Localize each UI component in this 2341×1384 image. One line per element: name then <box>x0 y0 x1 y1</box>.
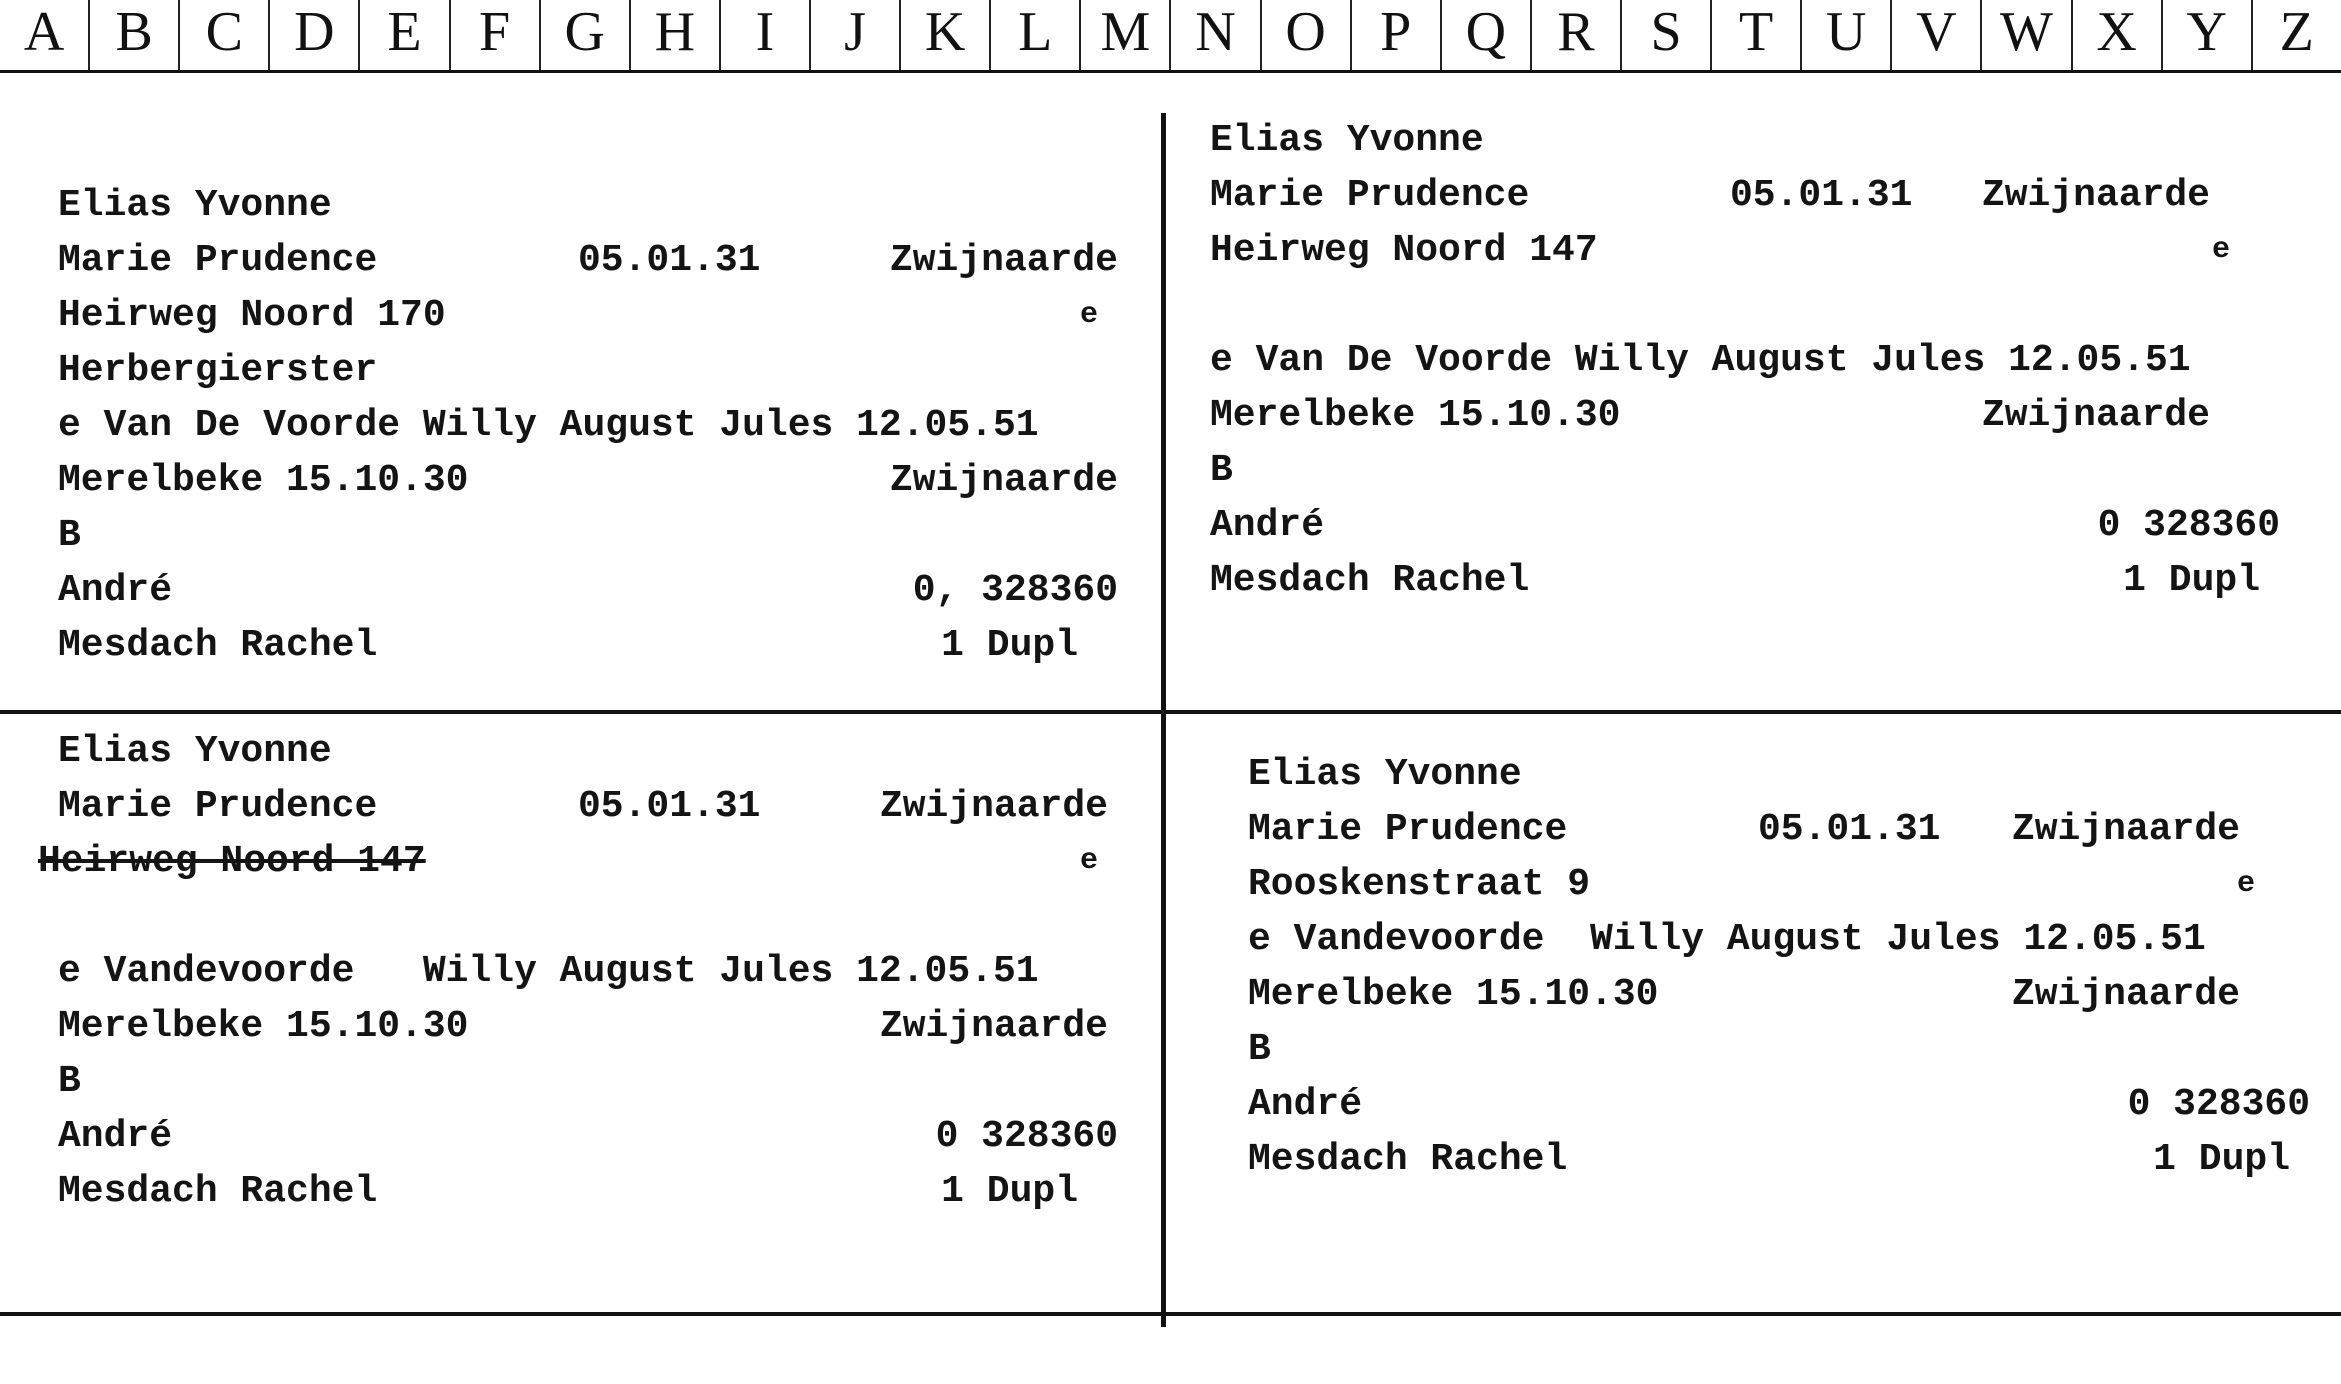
card-spouse-line: e Van De Voorde Willy August Jules 12.05.51 <box>58 404 1039 447</box>
card-marriage-place: Zwijnaarde <box>2011 973 2240 1016</box>
card-name: Elias Yvonne <box>1248 753 1522 796</box>
alphabet-letter-l: L <box>991 0 1081 70</box>
alphabet-letter-e: E <box>360 0 450 70</box>
alphabet-letter-c: C <box>180 0 270 70</box>
card-e-mark: e <box>2211 233 2230 267</box>
card-birth-place: Zwijnaarde <box>889 239 1118 282</box>
card-name: Elias Yvonne <box>58 730 332 773</box>
card-divider-horizontal-middle <box>0 710 2341 714</box>
card-name: Elias Yvonne <box>1210 119 1484 162</box>
card-address: Heirweg Noord 147 <box>1210 229 1598 272</box>
card-e-mark: e <box>1079 298 1098 332</box>
alphabet-letter-f: F <box>451 0 541 70</box>
record-card-top-right <box>1210 113 2280 608</box>
card-dupl: 1 Dupl <box>2123 559 2260 602</box>
alphabet-letter-w: W <box>1982 0 2072 70</box>
card-middle-names: Marie Prudence <box>1210 174 1530 217</box>
card-birth-place: Zwijnaarde <box>2011 808 2240 851</box>
card-register-number: 0 328360 <box>2097 504 2280 547</box>
alphabet-letter-u: U <box>1802 0 1892 70</box>
card-extra-name: André <box>58 569 173 612</box>
card-code-letter: B <box>58 514 81 557</box>
alphabet-letter-a: A <box>0 0 90 70</box>
record-card-top-left <box>58 178 1118 673</box>
card-spouse-line: e Vandevoorde Willy August Jules 12.05.51 <box>58 950 1039 993</box>
card-register-number: 0 328360 <box>2127 1083 2310 1126</box>
card-name: Elias Yvonne <box>58 184 332 227</box>
card-dupl: 1 Dupl <box>2153 1138 2290 1181</box>
card-address-struck: Heirweg Noord 147 <box>38 840 426 883</box>
card-spouse-origin: Merelbeke 15.10.30 <box>58 459 469 502</box>
card-register-number: 0 328360 <box>935 1115 1118 1158</box>
alphabet-letter-p: P <box>1352 0 1442 70</box>
card-birth-date: 05.01.31 <box>1758 808 1941 851</box>
alphabet-letter-t: T <box>1712 0 1802 70</box>
alphabet-letter-r: R <box>1532 0 1622 70</box>
card-spouse-origin: Merelbeke 15.10.30 <box>1210 394 1621 437</box>
card-middle-names: Marie Prudence <box>58 785 378 828</box>
alphabet-letter-s: S <box>1622 0 1712 70</box>
alphabet-letter-z: Z <box>2279 1 2314 63</box>
card-spouse-origin: Merelbeke 15.10.30 <box>1248 973 1659 1016</box>
alphabet-letter-o: O <box>1262 0 1352 70</box>
card-birth-date: 05.01.31 <box>578 785 761 828</box>
alphabet-letter-n: N <box>1171 0 1261 70</box>
record-card-bottom-left <box>38 724 1118 1219</box>
card-extra-name: André <box>1210 504 1325 547</box>
alphabet-letter-m: M <box>1081 0 1171 70</box>
alphabet-letter-h: H <box>631 0 721 70</box>
card-mother-name: Mesdach Rachel <box>58 1170 378 1213</box>
card-marriage-place: Zwijnaarde <box>879 1005 1108 1048</box>
alphabet-letter-g: G <box>541 0 631 70</box>
card-register-number: 0, 328360 <box>912 569 1118 612</box>
card-marriage-place: Zwijnaarde <box>1981 394 2210 437</box>
card-e-mark: e <box>2236 867 2255 901</box>
card-address: Rooskenstraat 9 <box>1248 863 1591 906</box>
card-birth-date: 05.01.31 <box>578 239 761 282</box>
alphabet-letter-d: D <box>270 0 360 70</box>
card-middle-names: Marie Prudence <box>58 239 378 282</box>
card-e-mark: e <box>1079 844 1098 878</box>
card-code-letter: B <box>1248 1028 1271 1071</box>
alphabet-letter-y: Y <box>2163 0 2253 70</box>
card-spouse-line: e Vandevoorde Willy August Jules 12.05.51 <box>1248 918 2206 961</box>
card-mother-name: Mesdach Rachel <box>1210 559 1530 602</box>
alphabet-index-strip <box>0 0 2341 73</box>
card-extra-name: André <box>1248 1083 1363 1126</box>
card-extra-name: André <box>58 1115 173 1158</box>
card-spouse-line: e Van De Voorde Willy August Jules 12.05.51 <box>1210 339 2191 382</box>
record-card-bottom-right <box>1248 747 2310 1187</box>
card-dupl: 1 Dupl <box>941 1170 1078 1213</box>
card-address: Heirweg Noord 170 <box>58 294 446 337</box>
card-code-letter: B <box>1210 449 1233 492</box>
card-middle-names: Marie Prudence <box>1248 808 1568 851</box>
alphabet-letter-b: B <box>90 0 180 70</box>
card-birth-place: Zwijnaarde <box>879 785 1108 828</box>
alphabet-letter-x: X <box>2073 0 2163 70</box>
alphabet-letter-q: Q <box>1442 0 1532 70</box>
card-mother-name: Mesdach Rachel <box>1248 1138 1568 1181</box>
card-code-letter: B <box>58 1060 81 1103</box>
card-marriage-place: Zwijnaarde <box>889 459 1118 502</box>
card-divider-vertical <box>1161 113 1166 1327</box>
card-mother-name: Mesdach Rachel <box>58 624 378 667</box>
card-dupl: 1 Dupl <box>941 624 1078 667</box>
card-birth-place: Zwijnaarde <box>1981 174 2210 217</box>
alphabet-letter-j: J <box>811 0 901 70</box>
card-spouse-origin: Merelbeke 15.10.30 <box>58 1005 469 1048</box>
alphabet-letter-v: V <box>1892 0 1982 70</box>
alphabet-letter-k: K <box>901 0 991 70</box>
card-occupation: Herbergierster <box>58 349 378 392</box>
card-birth-date: 05.01.31 <box>1730 174 1913 217</box>
card-divider-horizontal-bottom <box>0 1312 2341 1316</box>
alphabet-letter-i: I <box>721 0 811 70</box>
